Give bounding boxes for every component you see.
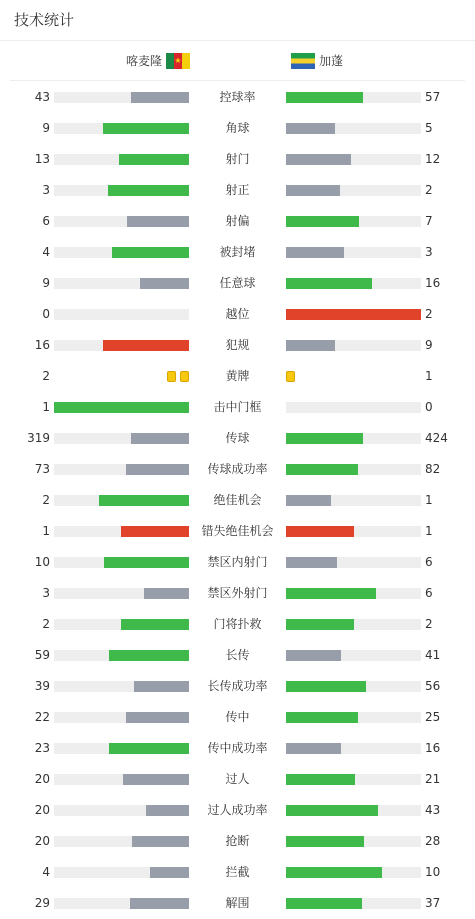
home-value: 1 xyxy=(42,400,50,414)
home-bar-fill xyxy=(104,557,189,568)
stat-label: 任意球 xyxy=(219,276,256,290)
away-bar-track xyxy=(286,557,421,568)
away-bar-fill xyxy=(286,774,355,785)
stat-label: 射偏 xyxy=(225,214,250,228)
home-value: 20 xyxy=(34,834,50,848)
home-bar-fill xyxy=(131,92,189,103)
home-bar-fill xyxy=(131,433,189,444)
home-bar-fill xyxy=(112,247,189,258)
home-bar-track xyxy=(54,247,189,258)
away-value: 43 xyxy=(425,803,441,817)
stat-row xyxy=(0,701,475,732)
away-value: 56 xyxy=(425,679,441,693)
away-value: 82 xyxy=(425,462,441,476)
away-bar-fill xyxy=(286,123,335,134)
home-bar-fill xyxy=(146,805,189,816)
away-value: 5 xyxy=(425,121,433,135)
home-bar-fill xyxy=(99,495,189,506)
stat-label: 传中成功率 xyxy=(207,741,268,755)
home-value: 20 xyxy=(34,803,50,817)
away-value: 2 xyxy=(425,183,433,197)
away-bar-fill xyxy=(286,557,337,568)
away-bar-track xyxy=(286,743,421,754)
stat-label: 禁区外射门 xyxy=(207,586,268,600)
home-value: 39 xyxy=(34,679,50,693)
away-bar-fill xyxy=(286,619,354,630)
home-bar-fill xyxy=(123,774,189,785)
home-bar-track xyxy=(54,712,189,723)
away-value: 1 xyxy=(425,524,433,538)
away-bar-fill xyxy=(286,92,363,103)
stat-row xyxy=(0,825,475,856)
home-bar-fill xyxy=(121,526,189,537)
home-bar-track xyxy=(54,557,189,568)
away-value: 3 xyxy=(425,245,433,259)
away-value: 424 xyxy=(425,431,448,445)
stat-label: 射正 xyxy=(225,183,250,197)
stat-label: 传球 xyxy=(225,431,250,445)
home-bar-track xyxy=(54,836,189,847)
home-value: 13 xyxy=(34,152,50,166)
stat-label: 传球成功率 xyxy=(207,462,268,476)
stat-label: 绝佳机会 xyxy=(213,493,262,507)
away-bar-track xyxy=(286,340,421,351)
away-bar-track xyxy=(286,805,421,816)
stat-row xyxy=(0,360,475,391)
away-bar-fill xyxy=(286,867,382,878)
away-value: 41 xyxy=(425,648,441,662)
away-bar-track xyxy=(286,588,421,599)
away-bar-track xyxy=(286,154,421,165)
stat-label: 越位 xyxy=(225,307,250,321)
stat-row xyxy=(0,484,475,515)
away-bar-fill xyxy=(286,526,354,537)
home-value: 319 xyxy=(27,431,50,445)
away-bar-fill xyxy=(286,836,364,847)
away-bar-track xyxy=(286,774,421,785)
home-bar-track xyxy=(54,309,189,320)
home-bar-fill xyxy=(150,867,189,878)
stat-label: 被封堵 xyxy=(219,245,256,259)
away-bar-track xyxy=(286,278,421,289)
away-bar-fill xyxy=(286,247,344,258)
away-bar-track xyxy=(286,92,421,103)
stat-row xyxy=(0,670,475,701)
title-divider xyxy=(0,40,475,41)
home-bar-track xyxy=(54,526,189,537)
away-team-name: 加蓬 xyxy=(319,54,344,68)
home-bar-track xyxy=(54,464,189,475)
yellow-card-icon xyxy=(180,371,189,382)
home-bar-track xyxy=(54,278,189,289)
away-bar-track xyxy=(286,898,421,909)
stat-row xyxy=(0,794,475,825)
stat-row xyxy=(0,577,475,608)
stat-label: 传中 xyxy=(225,710,250,724)
home-bar-fill xyxy=(109,743,189,754)
away-bar-track xyxy=(286,526,421,537)
away-bar-track xyxy=(286,123,421,134)
home-value: 1 xyxy=(42,524,50,538)
stat-row xyxy=(0,763,475,794)
stat-row xyxy=(0,174,475,205)
home-bar-fill xyxy=(126,464,189,475)
home-bar-fill xyxy=(109,650,189,661)
away-bar-track xyxy=(286,619,421,630)
stat-label: 过人 xyxy=(225,772,250,786)
stat-label: 长传 xyxy=(225,648,250,662)
home-value: 6 xyxy=(42,214,50,228)
away-bar-track xyxy=(286,216,421,227)
home-value: 2 xyxy=(42,369,50,383)
home-value: 59 xyxy=(34,648,50,662)
stat-row xyxy=(0,608,475,639)
away-bar-fill xyxy=(286,898,362,909)
home-value: 3 xyxy=(42,183,50,197)
home-bar-track xyxy=(54,495,189,506)
stat-label: 过人成功率 xyxy=(207,803,268,817)
home-bar-track xyxy=(54,619,189,630)
away-value: 0 xyxy=(425,400,433,414)
stat-label: 抢断 xyxy=(225,834,250,848)
home-bar-track xyxy=(54,774,189,785)
home-bar-fill xyxy=(132,836,189,847)
yellow-card-icon xyxy=(286,371,295,382)
home-bar-fill xyxy=(126,712,189,723)
stat-row xyxy=(0,112,475,143)
home-team-header xyxy=(126,51,190,71)
away-bar-fill xyxy=(286,278,372,289)
stat-label: 错失绝佳机会 xyxy=(201,524,274,538)
away-value: 6 xyxy=(425,586,433,600)
gabon-flag-icon xyxy=(291,53,315,69)
away-bar-track xyxy=(286,433,421,444)
home-bar-track xyxy=(54,123,189,134)
home-bar-fill xyxy=(130,898,189,909)
cameroon-flag-icon: ★ xyxy=(166,53,190,69)
away-value: 2 xyxy=(425,617,433,631)
home-bar-track xyxy=(54,588,189,599)
away-bar-fill xyxy=(286,309,421,320)
home-bar-track xyxy=(54,402,189,413)
home-bar-track xyxy=(54,433,189,444)
home-bar-track xyxy=(54,898,189,909)
home-value: 9 xyxy=(42,276,50,290)
away-bar-fill xyxy=(286,495,331,506)
stat-label: 长传成功率 xyxy=(207,679,268,693)
away-bar-track xyxy=(286,464,421,475)
stat-row xyxy=(0,422,475,453)
away-bar-fill xyxy=(286,805,378,816)
stat-row xyxy=(0,515,475,546)
away-bar-fill xyxy=(286,650,341,661)
away-bar-track xyxy=(286,185,421,196)
home-value: 22 xyxy=(34,710,50,724)
home-team-name: 喀麦隆 xyxy=(125,54,162,68)
away-value: 37 xyxy=(425,896,441,910)
away-team-header xyxy=(291,51,343,71)
home-bar-fill xyxy=(140,278,189,289)
away-bar-track xyxy=(286,495,421,506)
stat-row xyxy=(0,639,475,670)
away-value: 16 xyxy=(425,276,441,290)
home-bar-track xyxy=(54,340,189,351)
stat-row xyxy=(0,546,475,577)
home-bar-track xyxy=(54,805,189,816)
away-yellow-cards xyxy=(286,371,299,383)
home-bar-track xyxy=(54,650,189,661)
away-value: 1 xyxy=(425,493,433,507)
stat-label: 解围 xyxy=(225,896,250,910)
home-bar-fill xyxy=(134,681,189,692)
home-bar-track xyxy=(54,216,189,227)
away-value: 21 xyxy=(425,772,441,786)
home-value: 2 xyxy=(42,617,50,631)
home-value: 73 xyxy=(34,462,50,476)
home-bar-track xyxy=(54,743,189,754)
home-bar-fill xyxy=(121,619,189,630)
stat-row xyxy=(0,143,475,174)
home-value: 9 xyxy=(42,121,50,135)
yellow-card-icon xyxy=(167,371,176,382)
home-bar-fill xyxy=(119,154,189,165)
home-bar-track xyxy=(54,867,189,878)
away-bar-track xyxy=(286,681,421,692)
home-value: 0 xyxy=(42,307,50,321)
stat-row xyxy=(0,391,475,422)
home-bar-track xyxy=(54,185,189,196)
away-bar-fill xyxy=(286,340,335,351)
home-bar-track xyxy=(54,154,189,165)
home-value: 23 xyxy=(34,741,50,755)
stat-label: 黄牌 xyxy=(225,369,250,383)
away-bar-fill xyxy=(286,216,359,227)
stat-label: 射门 xyxy=(225,152,250,166)
away-bar-track xyxy=(286,402,421,413)
stat-label: 犯规 xyxy=(225,338,250,352)
away-bar-fill xyxy=(286,185,340,196)
home-value: 43 xyxy=(34,90,50,104)
home-yellow-cards xyxy=(163,371,189,383)
home-value: 10 xyxy=(34,555,50,569)
away-bar-track xyxy=(286,712,421,723)
stat-label: 禁区内射门 xyxy=(207,555,268,569)
home-value: 16 xyxy=(34,338,50,352)
home-bar-fill xyxy=(127,216,189,227)
stat-row xyxy=(0,205,475,236)
home-bar-fill xyxy=(108,185,189,196)
away-value: 7 xyxy=(425,214,433,228)
stat-row xyxy=(0,856,475,887)
away-bar-fill xyxy=(286,464,358,475)
away-value: 25 xyxy=(425,710,441,724)
home-value: 3 xyxy=(42,586,50,600)
home-value: 4 xyxy=(42,245,50,259)
stat-label: 角球 xyxy=(225,121,250,135)
home-value: 4 xyxy=(42,865,50,879)
home-bar-fill xyxy=(103,123,189,134)
away-bar-track xyxy=(286,247,421,258)
away-bar-track xyxy=(286,309,421,320)
home-bar-fill xyxy=(144,588,189,599)
home-bar-track xyxy=(54,681,189,692)
page-title: 技术统计 xyxy=(14,11,75,29)
away-bar-fill xyxy=(286,743,341,754)
home-bar-fill xyxy=(54,402,189,413)
away-value: 6 xyxy=(425,555,433,569)
stat-label: 拦截 xyxy=(225,865,250,879)
away-value: 10 xyxy=(425,865,441,879)
away-value: 2 xyxy=(425,307,433,321)
home-value: 2 xyxy=(42,493,50,507)
home-value: 29 xyxy=(34,896,50,910)
stat-row xyxy=(0,298,475,329)
away-value: 57 xyxy=(425,90,441,104)
stat-row xyxy=(0,329,475,360)
away-bar-track xyxy=(286,650,421,661)
away-value: 1 xyxy=(425,369,433,383)
home-bar-fill xyxy=(103,340,189,351)
away-value: 28 xyxy=(425,834,441,848)
home-value: 20 xyxy=(34,772,50,786)
stat-label: 击中门框 xyxy=(213,400,262,414)
away-bar-fill xyxy=(286,681,366,692)
away-bar-fill xyxy=(286,433,363,444)
home-bar-track xyxy=(54,92,189,103)
stat-label: 门将扑救 xyxy=(213,617,262,631)
stat-row xyxy=(0,81,475,112)
away-value: 9 xyxy=(425,338,433,352)
stat-row xyxy=(0,453,475,484)
stat-row xyxy=(0,236,475,267)
stat-row xyxy=(0,732,475,763)
away-bar-fill xyxy=(286,154,351,165)
away-bar-fill xyxy=(286,712,358,723)
stat-row xyxy=(0,267,475,298)
away-bar-track xyxy=(286,836,421,847)
stat-label: 控球率 xyxy=(219,90,256,104)
away-value: 12 xyxy=(425,152,441,166)
away-value: 16 xyxy=(425,741,441,755)
away-bar-track xyxy=(286,867,421,878)
away-bar-fill xyxy=(286,588,376,599)
stat-row xyxy=(0,887,475,918)
